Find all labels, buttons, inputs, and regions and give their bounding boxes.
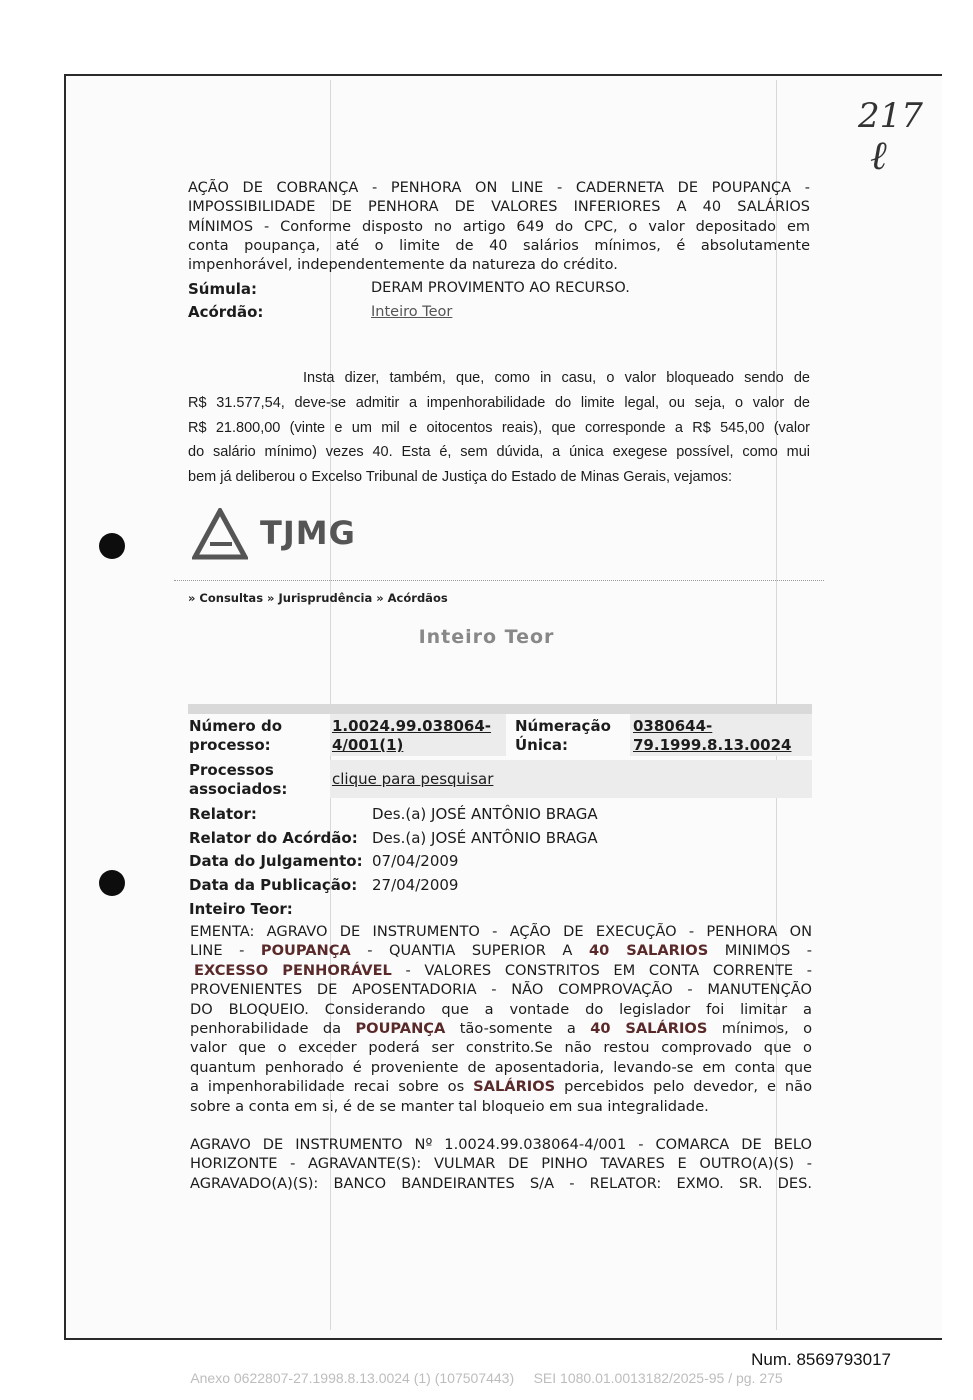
paragraph-line: Insta dizer, também, que, como in casu, o valor bloqueado sendo de [303, 370, 810, 386]
table-header-bar [188, 704, 812, 714]
numero-processo-link[interactable]: 1.0024.99.038064- 4/001(1) [332, 717, 492, 754]
numeracao-unica-link[interactable]: 0380644- 79.1999.8.13.0024 [633, 717, 792, 754]
paragraph-line: R$ 31.577,54, deve-se admitir a impenhorabilidade do limite legal, ou seja, o valor de [188, 394, 810, 411]
punch-hole [99, 870, 125, 896]
ementa-line: sobre a conta em si, é de se manter tal bloqueio em sua integralidade. [190, 1097, 709, 1115]
paragraph-line: bem já deliberou o Excelso Tribunal de Justiça do Estado de Minas Gerais, vejamos: [188, 469, 733, 486]
agravo-line: HORIZONTE - AGRAVANTE(S): VULMAR DE PINHO TAVARES E OUTRO(A)(S) - [190, 1155, 812, 1173]
ementa-line: EXCESSO PENHORÁVEL - VALORES CONSTRITOS EM CONTA CORRENTE - [194, 961, 812, 979]
sumula-value: DERAM PROVIMENTO AO RECURSO. [371, 280, 630, 296]
ementa-line: LINE - POUPANÇA - QUANTIA SUPERIOR A 40 SALARIOS MINIMOS - [190, 942, 813, 960]
document-id: Num. 8569793017 [751, 1350, 891, 1369]
detail-value: 27/04/2009 [372, 876, 459, 894]
ementa-line: valor que o exceder poderá ser constrito.Se não restou comprovado que o [190, 1039, 812, 1057]
detail-label: Relator: [189, 805, 257, 823]
handwritten-page-number: 217 [858, 96, 923, 136]
sumula-label: Súmula: [188, 280, 258, 298]
tjmg-logo-text: TJMG [260, 514, 356, 552]
agravo-line: AGRAVO DE INSTRUMENTO Nº 1.0024.99.038064-4/001 - COMARCA DE BELO [190, 1136, 812, 1153]
ementa-line: IMPOSSIBILIDADE DE PENHORA DE VALORES INFERIORES A 40 SALÁRIOS [188, 199, 810, 216]
ementa-line: EMENTA: AGRAVO DE INSTRUMENTO - AÇÃO DE EXECUÇÃO - PENHORA ON [190, 923, 812, 940]
acordao-label: Acórdão: [188, 303, 264, 321]
inteiro-teor-link[interactable]: Inteiro Teor [371, 304, 453, 320]
ementa-line: conta poupança, até o limite de 40 salários mínimos, é absolutamente [188, 237, 810, 254]
numeracao-unica-label: Númeração Única: [515, 717, 611, 754]
ementa-line: AÇÃO DE COBRANÇA - PENHORA ON LINE - CADERNETA DE POUPANÇA - [188, 180, 810, 196]
agravo-line: AGRAVADO(A)(S): BANCO BANDEIRANTES S/A - RELATOR: EXMO. SR. DES. [190, 1174, 812, 1192]
inteiro-teor-title: Inteiro Teor [418, 626, 555, 648]
ementa-line: a impenhorabilidade recai sobre os SALÁRIOS percebidos pelo devedor, e não [190, 1078, 813, 1096]
paragraph-line: do salário mínimo) vezes 40. Esta é, sem dúvida, a única exegese possível, como mui [188, 444, 810, 461]
detail-label: Relator do Acórdão: [189, 829, 358, 847]
handwritten-initial: ℓ [870, 133, 887, 179]
page-footer: Anexo 0622807-27.1998.8.13.0024 (1) (107507443) SEI 1080.01.0013182/2025-95 / pg. 275 [190, 1370, 783, 1386]
detail-value: Des.(a) JOSÉ ANTÔNIO BRAGA [372, 829, 598, 847]
detail-label: Data do Julgamento: [189, 852, 363, 870]
agravo-block [190, 1135, 812, 1193]
detail-value: Des.(a) JOSÉ ANTÔNIO BRAGA [372, 805, 598, 823]
ementa-line: DO BLOQUEIO. Considerando que a vontade do legislador foi limitar a [190, 1000, 812, 1018]
ementa-top [188, 179, 810, 275]
argument-paragraph [188, 366, 810, 490]
punch-hole [99, 533, 125, 559]
numero-processo-label: Número do processo: [189, 717, 283, 754]
detail-label: Data da Publicação: [189, 876, 358, 894]
processos-associados-label: Processos associados: [189, 761, 288, 798]
ementa-line: quantum penhorado é proveniente de aposentadoria, levando-se em conta que [190, 1058, 812, 1076]
detail-value: 07/04/2009 [372, 852, 459, 870]
pesquisar-link[interactable]: clique para pesquisar [332, 770, 494, 788]
ementa-body [190, 922, 812, 1116]
dotted-divider [174, 580, 824, 581]
ementa-line: impenhorável, independentemente da natureza do crédito. [188, 257, 618, 274]
paragraph-line: R$ 21.800,00 (vinte e um mil e oitocentos reais), que corresponde a R$ 545,00 (valor [188, 419, 810, 436]
detail-label: Inteiro Teor: [189, 900, 293, 918]
tjmg-logo-icon [192, 508, 248, 560]
ementa-line: MÍNIMOS - Conforme disposto no artigo 649 do CPC, o valor depositado em [188, 218, 810, 235]
ementa-line: PROVENIENTES DE APOSENTADORIA - NÃO COMPROVAÇÃO - MANUTENÇÃO [190, 981, 812, 999]
ementa-line: penhorabilidade da POUPANÇA tão-somente a 40 SALÁRIOS mínimos, o [190, 1020, 813, 1038]
breadcrumb[interactable]: » Consultas » Jurisprudência » Acórdãos [188, 591, 448, 605]
